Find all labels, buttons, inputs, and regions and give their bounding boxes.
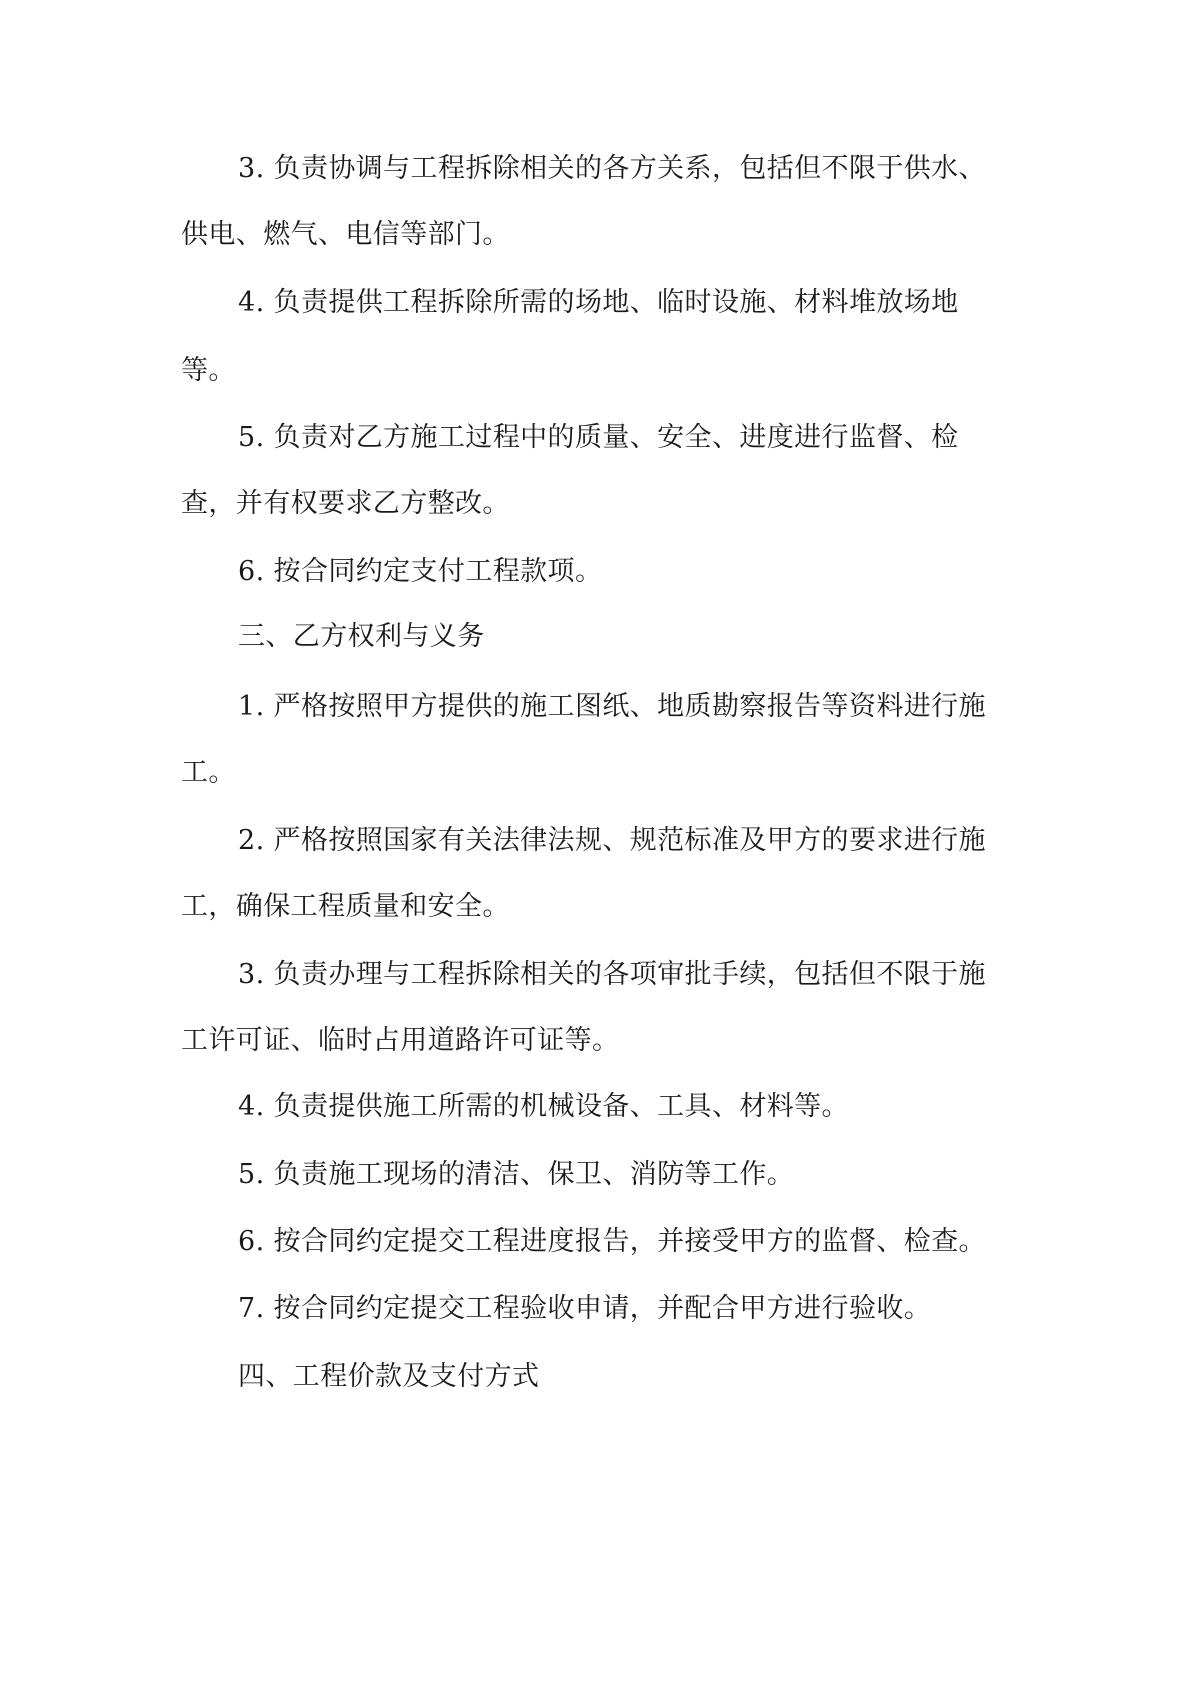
party-b-item-3-line-2: 工许可证、临时占用道路许可证等。 [181, 1025, 620, 1056]
party-a-item-6: 6. 按合同约定支付工程款项。 [238, 556, 603, 587]
section-heading-price-payment: 四、工程价款及支付方式 [238, 1361, 540, 1392]
party-a-item-3-line-2: 供电、燃气、电信等部门。 [181, 219, 510, 250]
party-a-item-4-line-2: 等。 [181, 355, 236, 386]
party-b-item-2-line-1: 2. 严格按照国家有关法律法规、规范标准及甲方的要求进行施 [238, 825, 986, 856]
party-b-item-1-line-2: 工。 [181, 757, 236, 788]
party-b-item-2-line-2: 工，确保工程质量和安全。 [181, 891, 510, 922]
party-b-item-3-line-1: 3. 负责办理与工程拆除相关的各项审批手续，包括但不限于施 [238, 959, 986, 990]
party-a-item-5-line-1: 5. 负责对乙方施工过程中的质量、安全、进度进行监督、检 [238, 422, 959, 453]
party-b-item-4: 4. 负责提供施工所需的机械设备、工具、材料等。 [238, 1091, 849, 1122]
party-b-item-1-line-1: 1. 严格按照甲方提供的施工图纸、地质勘察报告等资料进行施 [238, 691, 986, 722]
section-heading-party-b: 三、乙方权利与义务 [238, 621, 485, 652]
party-a-item-5-line-2: 查，并有权要求乙方整改。 [181, 488, 510, 519]
party-a-item-3-line-1: 3. 负责协调与工程拆除相关的各方关系，包括但不限于供水、 [238, 153, 986, 184]
party-b-item-6: 6. 按合同约定提交工程进度报告，并接受甲方的监督、检查。 [238, 1226, 986, 1257]
party-b-item-5: 5. 负责施工现场的清洁、保卫、消防等工作。 [238, 1159, 795, 1190]
party-b-item-7: 7. 按合同约定提交工程验收申请，并配合甲方进行验收。 [238, 1293, 932, 1324]
party-a-item-4-line-1: 4. 负责提供工程拆除所需的场地、临时设施、材料堆放场地 [238, 287, 959, 318]
